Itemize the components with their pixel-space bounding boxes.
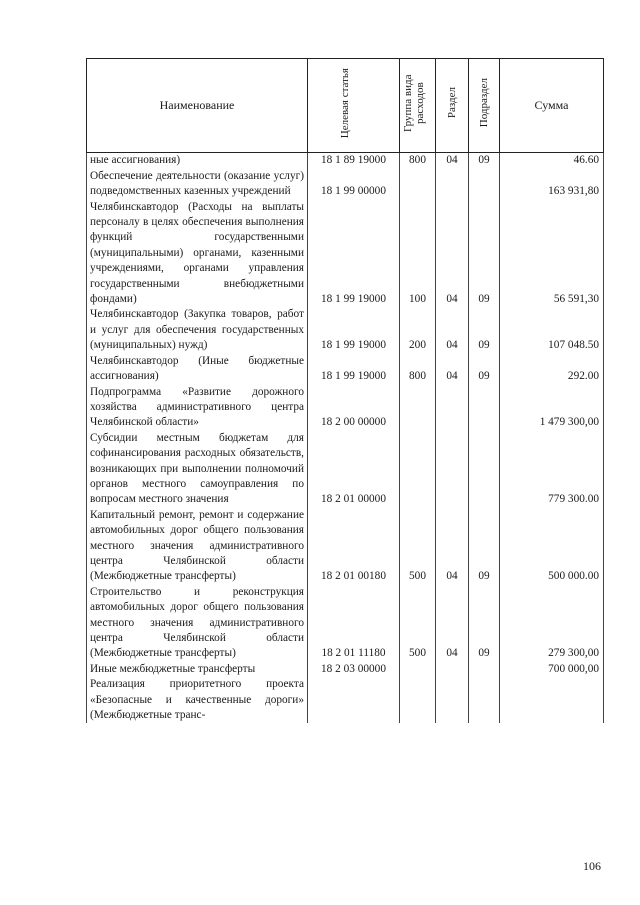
budget-table <box>86 58 604 723</box>
row-target-article: 18 1 99 00000 <box>308 169 400 200</box>
row-sum: 292.00 <box>500 354 604 385</box>
row-target-article: 18 1 89 19000 <box>308 153 400 169</box>
table-row <box>87 508 604 585</box>
table-header <box>87 59 604 153</box>
row-expense-group <box>400 662 436 677</box>
row-target-article: 18 2 03 00000 <box>308 662 400 677</box>
row-target-article: 18 2 01 00000 <box>308 431 400 508</box>
table-row <box>87 354 604 385</box>
table-row <box>87 307 604 353</box>
table-body <box>87 153 604 724</box>
row-subsection: 09 <box>469 200 500 308</box>
row-sum: 779 300.00 <box>500 431 604 508</box>
row-section: 04 <box>436 200 469 308</box>
row-name: Челябинскавтодор (Иные бюджетные ассигнования) <box>87 354 308 385</box>
row-subsection: 09 <box>469 307 500 353</box>
row-name: Обеспечение деятельности (оказание услуг) подведомственных казенных учреждений <box>87 169 308 200</box>
table-row <box>87 385 604 431</box>
row-target-article: 18 1 99 19000 <box>308 307 400 353</box>
row-sum: 1 479 300,00 <box>500 385 604 431</box>
row-sum: 700 000,00 <box>500 662 604 677</box>
row-section: 04 <box>436 508 469 585</box>
row-section <box>436 677 469 723</box>
row-target-article: 18 1 99 19000 <box>308 354 400 385</box>
row-expense-group <box>400 169 436 200</box>
table-row <box>87 677 604 723</box>
row-section <box>436 431 469 508</box>
header-sum: Сумма <box>500 59 604 153</box>
row-section: 04 <box>436 585 469 662</box>
row-section: 04 <box>436 354 469 385</box>
row-section <box>436 385 469 431</box>
row-name: Подпрограмма «Развитие дорожного хозяйства административного центра Челябинской области» <box>87 385 308 431</box>
row-sum: 107 048.50 <box>500 307 604 353</box>
header-subsection: Подраздел <box>469 59 500 153</box>
row-expense-group <box>400 431 436 508</box>
page-number: 106 <box>583 859 601 873</box>
row-name: ные ассигнования) <box>87 153 308 169</box>
row-name: Капитальный ремонт, ремонт и содержание автомобильных дорог общего пользования местного значения административного центра Челябинской области (Межбюджетные трансферты) <box>87 508 308 585</box>
row-name: Челябинскавтодор (Расходы на выплаты персоналу в целях обеспечения выполнения функций государственными (муниципальными) органами, казенными учреждениями, органами управления государственными внебюджетными фондами) <box>87 200 308 308</box>
row-sum: 46.60 <box>500 153 604 169</box>
table-row <box>87 200 604 308</box>
row-section <box>436 169 469 200</box>
row-subsection: 09 <box>469 508 500 585</box>
row-sum <box>500 677 604 723</box>
row-expense-group: 800 <box>400 354 436 385</box>
row-subsection <box>469 431 500 508</box>
row-target-article: 18 2 00 00000 <box>308 385 400 431</box>
row-expense-group: 100 <box>400 200 436 308</box>
row-expense-group <box>400 385 436 431</box>
row-subsection <box>469 677 500 723</box>
row-target-article: 18 2 01 11180 <box>308 585 400 662</box>
header-section: Раздел <box>436 59 469 153</box>
row-expense-group: 800 <box>400 153 436 169</box>
row-section <box>436 662 469 677</box>
row-target-article <box>308 677 400 723</box>
row-subsection <box>469 385 500 431</box>
table-row <box>87 662 604 677</box>
row-name: Челябинскавтодор (Закупка товаров, работ и услуг для обеспечения государственных (муниципальных) нужд) <box>87 307 308 353</box>
header-expense-group: Группа вида расходов <box>400 59 436 153</box>
table-row <box>87 169 604 200</box>
row-expense-group: 500 <box>400 585 436 662</box>
row-name: Строительство и реконструкция автомобильных дорог общего пользования местного значения административного центра Челябинской области (Межбюджетные трансферты) <box>87 585 308 662</box>
row-expense-group: 200 <box>400 307 436 353</box>
row-subsection: 09 <box>469 354 500 385</box>
row-section: 04 <box>436 307 469 353</box>
budget-table-wrapper <box>86 58 603 723</box>
row-sum: 500 000.00 <box>500 508 604 585</box>
table-row <box>87 431 604 508</box>
row-name: Субсидии местным бюджетам для софинансирования расходных обязательств, возникающих при выполнении полномочий органов местного самоуправления по вопросам местного значения <box>87 431 308 508</box>
header-target-article: Целевая статья <box>308 59 400 153</box>
row-target-article: 18 2 01 00180 <box>308 508 400 585</box>
row-sum: 163 931,80 <box>500 169 604 200</box>
row-sum: 279 300,00 <box>500 585 604 662</box>
row-subsection <box>469 662 500 677</box>
row-subsection <box>469 169 500 200</box>
table-row <box>87 153 604 169</box>
row-subsection: 09 <box>469 585 500 662</box>
table-row <box>87 585 604 662</box>
row-sum: 56 591,30 <box>500 200 604 308</box>
row-name: Реализация приоритетного проекта «Безопасные и качественные дороги» (Межбюджетные транс- <box>87 677 308 723</box>
row-expense-group <box>400 677 436 723</box>
row-name: Иные межбюджетные трансферты <box>87 662 308 677</box>
row-section: 04 <box>436 153 469 169</box>
row-expense-group: 500 <box>400 508 436 585</box>
row-subsection: 09 <box>469 153 500 169</box>
header-name: Наименование <box>87 59 308 153</box>
row-target-article: 18 1 99 19000 <box>308 200 400 308</box>
